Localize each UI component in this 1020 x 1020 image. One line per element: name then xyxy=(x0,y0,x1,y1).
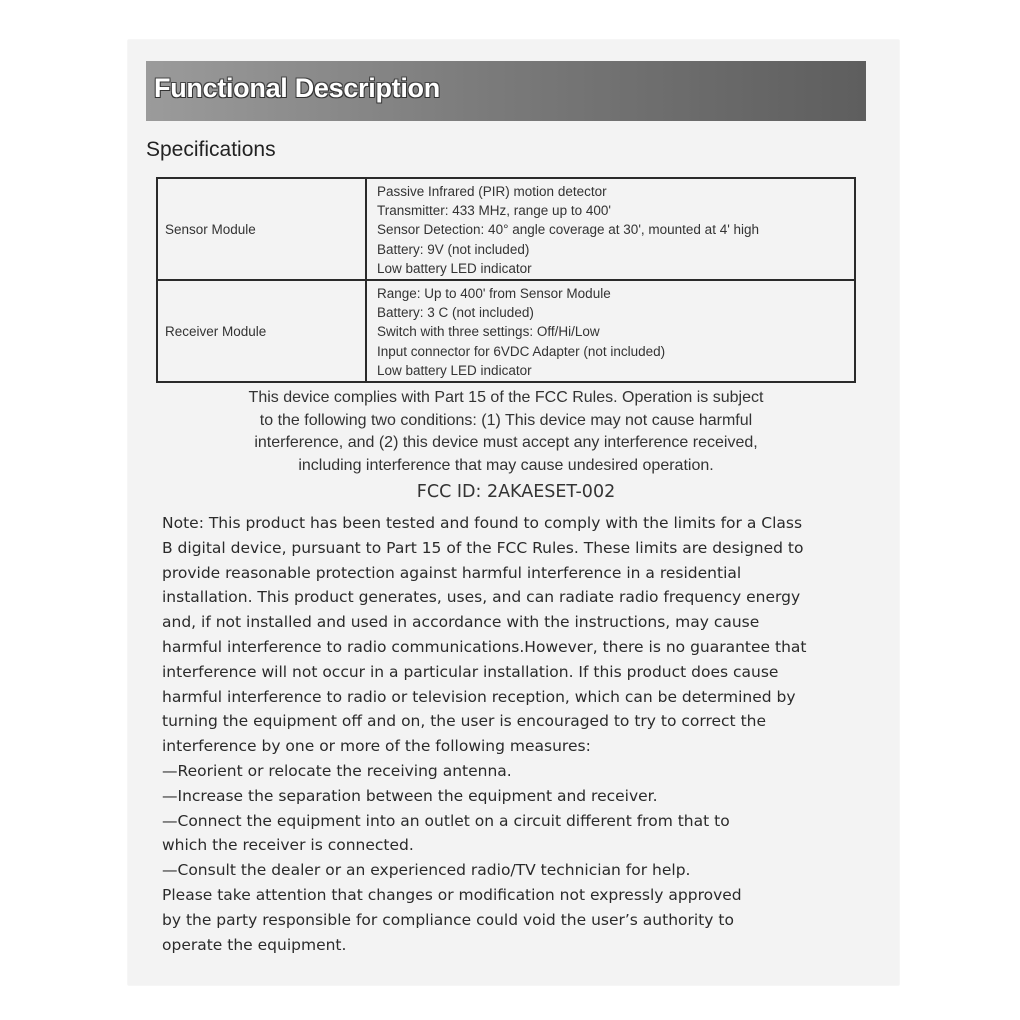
detail-line: Passive Infrared (PIR) motion detector xyxy=(377,184,607,199)
detail-line: Battery: 3 C (not included) xyxy=(377,305,534,321)
note-line: installation. This product generates, uses, and can radiate radio frequency energy xyxy=(162,588,801,607)
module-name: Sensor Module xyxy=(157,178,366,280)
note-line: B digital device, pursuant to Part 15 of the FCC Rules. These limits are designed to xyxy=(162,538,804,557)
note-line: interference by one or more of the following measures: xyxy=(162,737,591,756)
note-line: harmful interference to radio communications.However, there is no guarantee that xyxy=(162,637,807,656)
note-line: interference will not occur in a particular installation. If this product does cause xyxy=(162,662,779,681)
fcc-id: FCC ID: 2AKAESET-002 xyxy=(416,482,616,502)
detail-line: Input connector for 6VDC Adapter (not included) xyxy=(377,343,666,359)
note-line: —Reorient or relocate the receiving antenna. xyxy=(162,761,512,780)
detail-line: Low battery LED indicator xyxy=(377,362,532,378)
compliance-line: interference, and (2) this device must accept any interference received, xyxy=(254,434,758,451)
note-line: Please take attention that changes or modification not expressly approved xyxy=(162,885,742,904)
note-line: Note: This product has been tested and found to comply with the limits for a Class xyxy=(162,514,803,532)
detail-line: Switch with three settings: Off/Hi/Low xyxy=(377,324,600,340)
module-name: Receiver Module xyxy=(157,280,366,382)
note-line: turning the equipment off and on, the user is encouraged to try to correct the xyxy=(162,712,767,731)
note-line: which the receiver is connected. xyxy=(162,836,414,855)
note-line: provide reasonable protection against harmful interference in a residential xyxy=(162,563,742,582)
page-title: Functional Description xyxy=(154,73,440,103)
compliance-line: to the following two conditions: (1) This device may not cause harmful xyxy=(259,411,753,429)
note-line: operate the equipment. xyxy=(162,935,347,954)
note-line: harmful interference to radio or television reception, which can be determined by xyxy=(162,687,796,706)
module-details xyxy=(366,178,855,280)
note-line: —Consult the dealer or an experienced radio/TV technician for help. xyxy=(162,861,691,880)
specifications-table xyxy=(156,177,856,383)
detail-line: Range: Up to 400' from Sensor Module xyxy=(377,286,611,302)
specifications-heading: Specifications xyxy=(146,138,276,161)
compliance-line: including interference that may cause undesired operation. xyxy=(298,456,714,474)
note-line: and, if not installed and used in accordance with the instructions, may cause xyxy=(162,613,760,632)
fcc-note xyxy=(162,511,877,957)
detail-line: Battery: 9V (not included) xyxy=(377,241,530,257)
note-line: —Connect the equipment into an outlet on a circuit different from that to xyxy=(162,811,730,830)
detail-line: Low battery LED indicator xyxy=(377,260,532,276)
note-line: by the party responsible for compliance could void the user’s authority to xyxy=(162,910,734,929)
table-row xyxy=(157,280,855,382)
title-banner xyxy=(146,61,866,121)
fcc-compliance-statement xyxy=(156,387,856,477)
table-row xyxy=(157,178,855,280)
note-line: —Increase the separation between the equipment and receiver. xyxy=(162,786,658,805)
detail-line: Transmitter: 433 MHz, range up to 400' xyxy=(377,203,611,219)
module-details xyxy=(366,280,855,382)
compliance-line: This device complies with Part 15 of the FCC Rules. Operation is subject xyxy=(248,389,764,406)
detail-line: Sensor Detection: 40° angle coverage at 30', mounted at 4' high xyxy=(377,222,760,238)
